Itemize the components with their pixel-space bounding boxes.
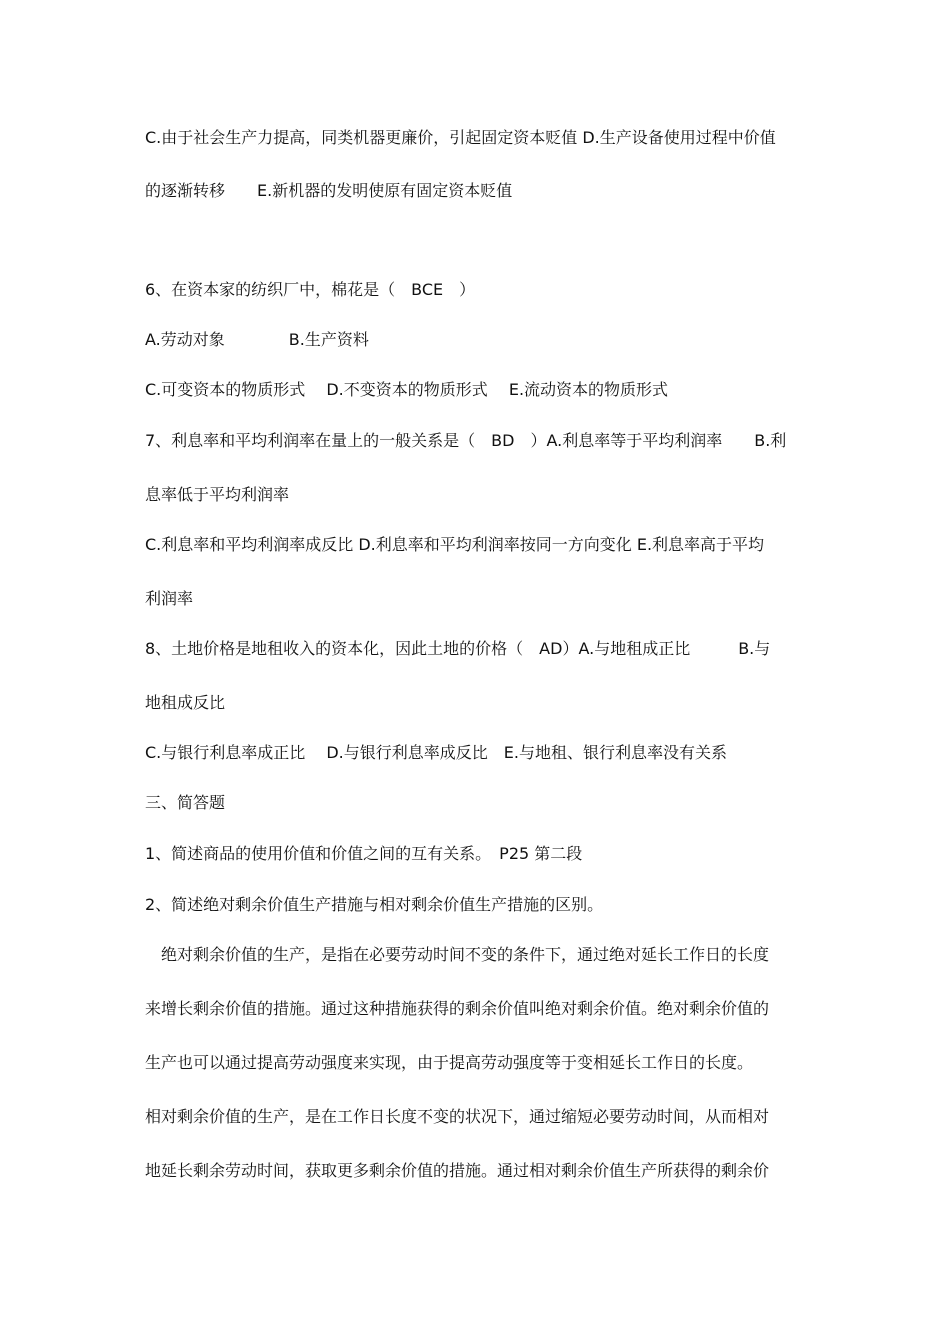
short-answer-1: 1、简述商品的使用价值和价值之间的互有关系。 P25 第二段: [145, 844, 583, 863]
question-6-options-ab: A.劳动对象 B.生产资料: [145, 330, 369, 349]
question-7-options-cde: C.利息率和平均利润率成反比 D.利息率和平均利润率按同一方向变化 E.利息率高于平均: [145, 535, 765, 554]
question-8: 8、土地价格是地租收入的资本化，因此土地的价格（ AD）A.与地租成正比 B.与: [145, 639, 771, 658]
answer-paragraph-line-2: 来增长剩余价值的措施。通过这种措施获得的剩余价值叫绝对剩余价值。绝对剩余价值的: [145, 999, 770, 1018]
short-answer-2: 2、简述绝对剩余价值生产措施与相对剩余价值生产措施的区别。: [145, 895, 604, 914]
question-7: 7、利息率和平均利润率在量上的一般关系是（ BD ）A.利息率等于平均利润率 B.利: [145, 431, 787, 450]
question-8-options-cde: C.与银行利息率成正比 D.与银行利息率成反比 E.与地租、银行利息率没有关系: [145, 743, 727, 762]
question-6: 6、在资本家的纺织厂中，棉花是（ BCE ）: [145, 280, 476, 299]
question-8-cont: 地租成反比: [145, 693, 226, 712]
answer-paragraph-line-4: 相对剩余价值的生产，是在工作日长度不变的状况下，通过缩短必要劳动时间，从而相对: [145, 1107, 770, 1126]
answer-paragraph-line-5: 地延长剩余劳动时间，获取更多剩余价值的措施。通过相对剩余价值生产所获得的剩余价: [145, 1161, 770, 1180]
text-line-option-e: 的逐渐转移 E.新机器的发明使原有固定资本贬值: [145, 181, 513, 200]
text-line-option-cd: C.由于社会生产力提高，同类机器更廉价，引起固定资本贬值 D.生产设备使用过程中价值: [145, 128, 776, 147]
question-7-cont: 息率低于平均利润率: [145, 485, 290, 504]
answer-paragraph-line-3: 生产也可以通过提高劳动强度来实现，由于提高劳动强度等于变相延长工作日的长度。: [145, 1053, 754, 1072]
answer-paragraph-line-1: 绝对剩余价值的生产，是指在必要劳动时间不变的条件下，通过绝对延长工作日的长度: [145, 945, 770, 964]
question-6-options-cde: C.可变资本的物质形式 D.不变资本的物质形式 E.流动资本的物质形式: [145, 380, 669, 399]
question-7-options-cont: 利润率: [145, 589, 194, 608]
section-heading: 三、简答题: [145, 793, 226, 812]
